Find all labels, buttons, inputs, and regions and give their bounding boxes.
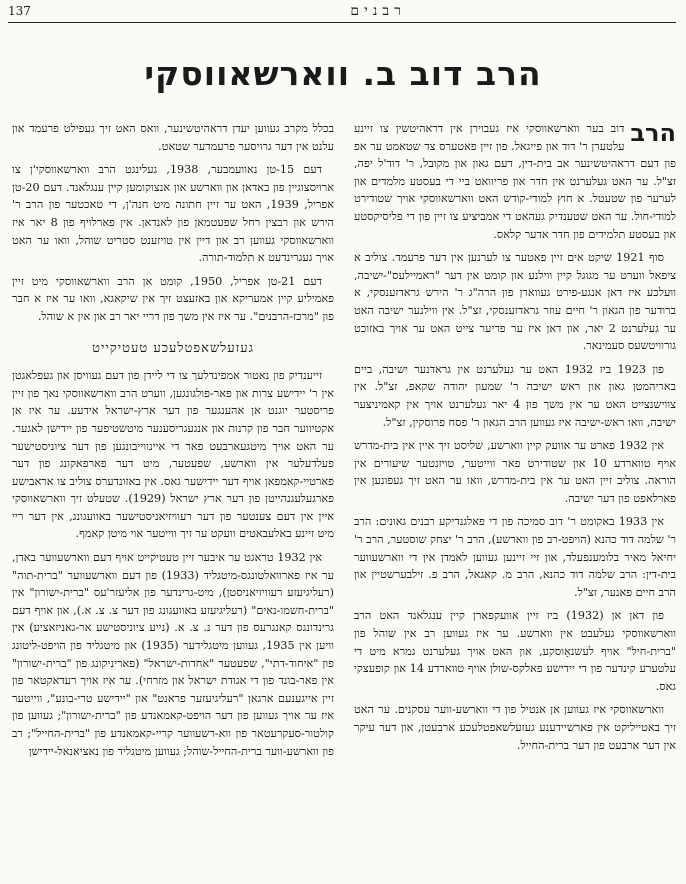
paragraph: פון 1923 ביז 1932 האט ער געלערנט אין גראדנער ישיבה, ביים באריהמטן גאון און ראש ישיבה ר' שמעון יהודה שקאפ, זצ"ל. אין צווישנצייט האט ער אין משך פון 4 יאר געלערנט אויך אין קאמיניצער ישיבה, וואו ראש-ישיבה איז געווען הרב הגאון ר' פסח פרוסקין, זצ"ל.	[354, 362, 676, 429]
paragraph: פון דאן אן (1932) ביז זיין אוועקפארן קיין ענגלאנד האט הרב ווארשאווסקי געלעבט אין ווארשע. ער איז געווען רב אין שוהל פון "ברית-חיל" אויף לעשנאָוסקע, און האט אויך געלערנט גמרא מיט די עלטערע קינדער פון די יידישע פאלקס-שולן אויף טווארדע 14 און קופעצקי גאס.	[354, 609, 676, 693]
paragraph: אין 1933 באקומט ר' דוב סמיכה פון די פאלגנדיקע רבנים גאונים: הרב ר' שלמה דוד כהנא (הויפט-רב פון ווארשע), הרב ר' יצחק שוסטער, הרב ר' יחיאל מאיר בלומענפעלד, און זיי זיינען געווען לאמדן אין די ווארשעווער בית-דין: הרב שלמה דוד כהנא, הרב מ. קאגאל, הרב פ. זילבערשטיין און הרב חיים פאנער, זצ"ל.	[354, 515, 676, 599]
paragraph: אין 1932 פארט ער אוועק קיין ווארשע, שליסט זיך איין אין בית-מדרש אויף טווארדע 10 און שטודירט פאר ווייטער, טויזנטער שיעורים אין הוראה. צוליב זיין האט ער אין בית-מדרש, וואו ער האט זיך געפונען אין פארלאפט פון דער ישיבה.	[354, 439, 676, 505]
paragraph-text: דוב בער ווארשאווסקי איז געבוירן אין דראהיטשין צו זיינע עלטערן ר' דוד און פייגאל. פון זיין פאטערס צד שטאמט ער אפ פון דעם דראהיטשינער אב בית-דין, דעם גאון און מקובל, ר' דוד'ל יפה, זצ"ל. ער האט געלערנט אין חדר און פריוואט ביי די בעסטע מלמדים און לערער פון שטעטל. א חוץ למודי-קודש האט ווארשאווסקי אויך שטודירט למודי-חול. ער האט שטענדיק געהאט די אמביציע צו זיין פון די פליסיקסטע און בעסטע תלמידים פון חדר אדער קלאס.	[354, 122, 676, 241]
page-number: 137	[8, 4, 31, 18]
paragraph	[354, 120, 676, 243]
paragraph: ווארשאווסקי איז געווען אן אנטיל פון די ווארשע-ווער עסקנים. ער האט זיך באטייליקט אין פארשיידענע געזעלשאפטלעכע ארבעטן, און דער עיקר אין דער ארבעט פון דער ברית-החייל.	[354, 703, 676, 752]
paragraph: אין 1932 טראגט ער איבער זיין טעטיקייט אויף דעם ווארשעווער באדן, ער איז פארוואלטונגס-מיטגליד (1933) פון דעם ווארשעווער "ברית-תוה"(רעליגיעזע רעוויזיאניסטן), מיט-גרינדער פון אליעזר'עס "ברית-ישורון" אין "ברית-חשמו-נאים" (רעליגיעזע באוועגונג פון דער צ. צ. א.), און אויף דעם גרינדונגס קאנגרעס פון דער נ. צ. א. (נייע ציוניסטישע אר-גאניזאציע) אין וויען אין 1935, געווען מיטגלידער (1935) און מיטגליד פון הויפט-ליטונג פון "איחוד-דתי", שפעטער "אחדות-ישראל" (פאריניקונג פון "ברית-ישורון" אין פאר-בונד פון די אגודת ישראל און מזרחי). ער איז אויך רעדאקטאר פון זיין אייגענעם ארגאן "רעליגיעזער פראנט" און "יידישע טרי-בונע", ווייטער איז ער אויך געווען פון דער הויפט-קאמאנדע פון "ברית-ישורון"; געווען פון קולטור-סעקרעטאר פון ווא-רשעווער קריי-קאמאנדע פון "ברית-החייל"; רב פון ווארשע-ווער ברית-החייל-שוהל; געווען מיטגליד פון נאציאנאל-יידישן	[12, 551, 334, 758]
running-head: רבנים	[350, 3, 406, 19]
right-column	[354, 120, 676, 878]
page-header	[8, 4, 676, 23]
section-heading: געזעלשאפטלעכע טעטיקייט	[92, 340, 254, 356]
paragraph: זייענדיק פון נאטור אמפינדלעך צו די ליידן פון דעם געוויסן און געפלאגטן אין ר' יידישע צרות און פאר-פולגונגען, ווערט הרב ווארשאווסקי נאך פון זיין פריסטער יוגנט אן אהענגער פון דער ארץ-ישראל אידעע. ער איז אן אקטיווער חבר פון קרנות און אנגעגריסענער מיטשטיפער פון יידישן לאגער. ער האט אויך מיטגעארבעט פאר די איינווייבונגען פון דער ציוניסטישער פעלדעלער אין ווארשע, שפעטער, מיט דער פארפאקונג פון דער פארטיי-קאמפאן אויף דער יידישער גאס. אין באזונדערס צוליב צו אראבישע פארגעלעגנהייטן פון דער ארץ ישראל (1929). שטעלט זיך ווארשאווסקי איין אין דעם צענטער פון דער רעוויזיאניסטישער באוועגונג, אין דער ריי מיט זיינע באלעבאטים וועקט ער זיך ווייטער אוי מיטן קאמף.	[12, 369, 334, 541]
paragraph: סוף 1921 שיקט אים זיין פאטער צו לערנען אין דער פרעמד. צוליב א ציפאל ווערט ער מגוגל קיין ווילנע און קומט אין דער "ראמיילעס"-ישיבה, וועלכע איז דאן אנגע-פירט געווארן פון הרה"ג ר' הירש גראדזענסקי, א ברודער פון הגאון ר' חיים עוזר גראדזענסקי, זצ"ל. אין ווילנער ישיבה האט ער געלערנט 2 יאר, און דאן איז ער פריער צייט האט ער אויך באזוכט גורוויטשעס סעמינאר.	[354, 251, 676, 353]
paragraph: דעם 15-טן נאוועמבער, 1938, געלינגט הרב ווארשאווסקי'ן צו ארויסצוגיין פון באדאן און ווארשע און אנצוקומען קיין ענגלאנד. דעם 20-טן אפריל, 1939, האט ער זיין חתונה מיט חנה'ן, די טאכטער פון הרב ר' הירש און רבצין רחל שפעטמאן פון לאנדאן. אין פארלויף פון 8 יאר איז ווארשאווסקי געווען רב און דיין אין טויזענט סטריט שוהל, וואו ער האט אויך געגרינדעט א תלמוד-תורה.	[12, 163, 334, 265]
drop-word: הרב	[630, 120, 676, 147]
article-title: הרב דוב ב. ווארשאווסקי	[144, 54, 542, 93]
paragraph: בכלל מקרב געווען יעדן דראהיטשינער, וואס האט זיך געפילט פרעמד און עלנט אין דער גרויסער פרעמדער שטאט.	[12, 122, 334, 153]
left-column	[12, 120, 334, 878]
paragraph: דעם 21-טן אפריל, 1950, קומט אן הרב ווארשאווסקי מיט זיין פאמיליע קיין אמעריקא און באזעצט זיך אין שיקאגא, וואו ער איז א חבר פון "מרכז-הרבנים". ער איז אין משך פון דריי יאר רב און אין א שוהל.	[12, 274, 334, 323]
